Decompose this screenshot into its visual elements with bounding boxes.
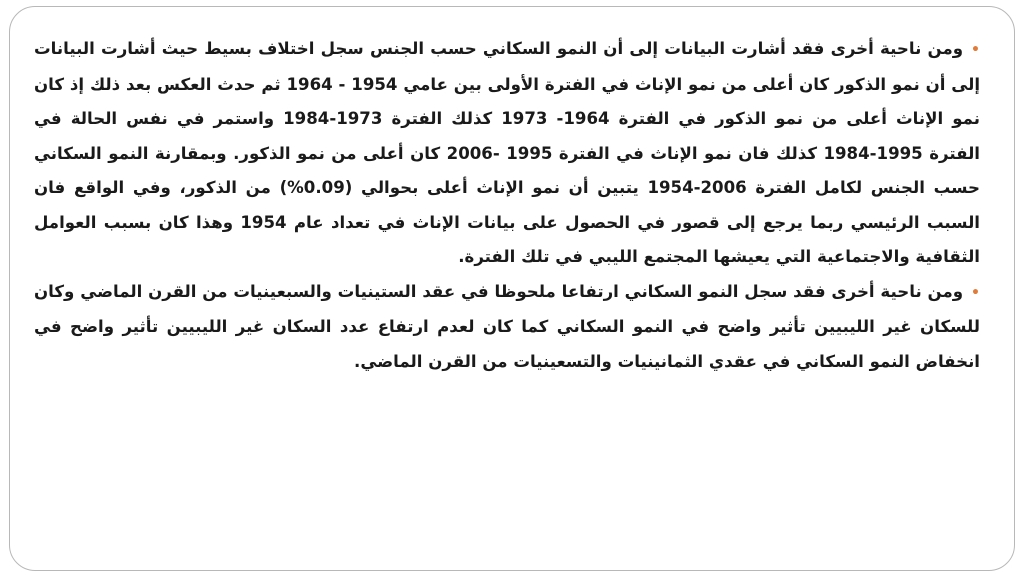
bullet-icon: • <box>971 284 980 301</box>
bullet-icon: • <box>971 42 980 58</box>
paragraph-2 <box>34 275 980 380</box>
paragraph-1-text: ومن ناحية أخرى فقد أشارت البيانات إلى أن النمو السكاني حسب الجنس سجل اختلاف بسيط حيث أشارت البيانات إلى أن نمو الذكور كان أعلى من نمو الإناث في الفترة الأولى بين عامي 1954 - 1964 ثم حدث العكس بعد ذلك إذ كان نمو الإناث أعلى من نمو الذكور في الفترة 1964- 1973 كذلك الفترة 1973-1984 واستمر في نفس الحالة في الفترة 1995-1984 كذلك فان نمو الإناث في الفترة 1995 -2006 كان أعلى من نمو الذكور. وبمقارنة النمو السكاني حسب الجنس لكامل الفترة 2006-1954 يتبين أن نمو الإناث أعلى بحوالي (0.09%) من الذكور، وفي الواقع فان السبب الرئيسي ربما يرجع إلى قصور في الحصول على بيانات الإناث في تعداد عام 1954 وهذا كان بسبب العوامل الثقافية والاجتماعية التي يعيشها المجتمع الليبي في تلك الفترة. <box>34 39 981 266</box>
paragraph-2-text: ومن ناحية أخرى فقد سجل النمو السكاني ارتفاعا ملحوظا في عقد الستينيات والسبعينيات من القرن الماضي وكان للسكان غير الليبيين تأثير واضح في النمو السكاني كما كان لعدم ارتفاع عدد السكان غير الليبيين تأثير واضح في انخفاض النمو السكاني في عقدي الثمانينيات والتسعينيات من القرن الماضي. <box>34 281 980 371</box>
slide-body <box>34 32 980 379</box>
paragraph-1 <box>34 32 980 275</box>
